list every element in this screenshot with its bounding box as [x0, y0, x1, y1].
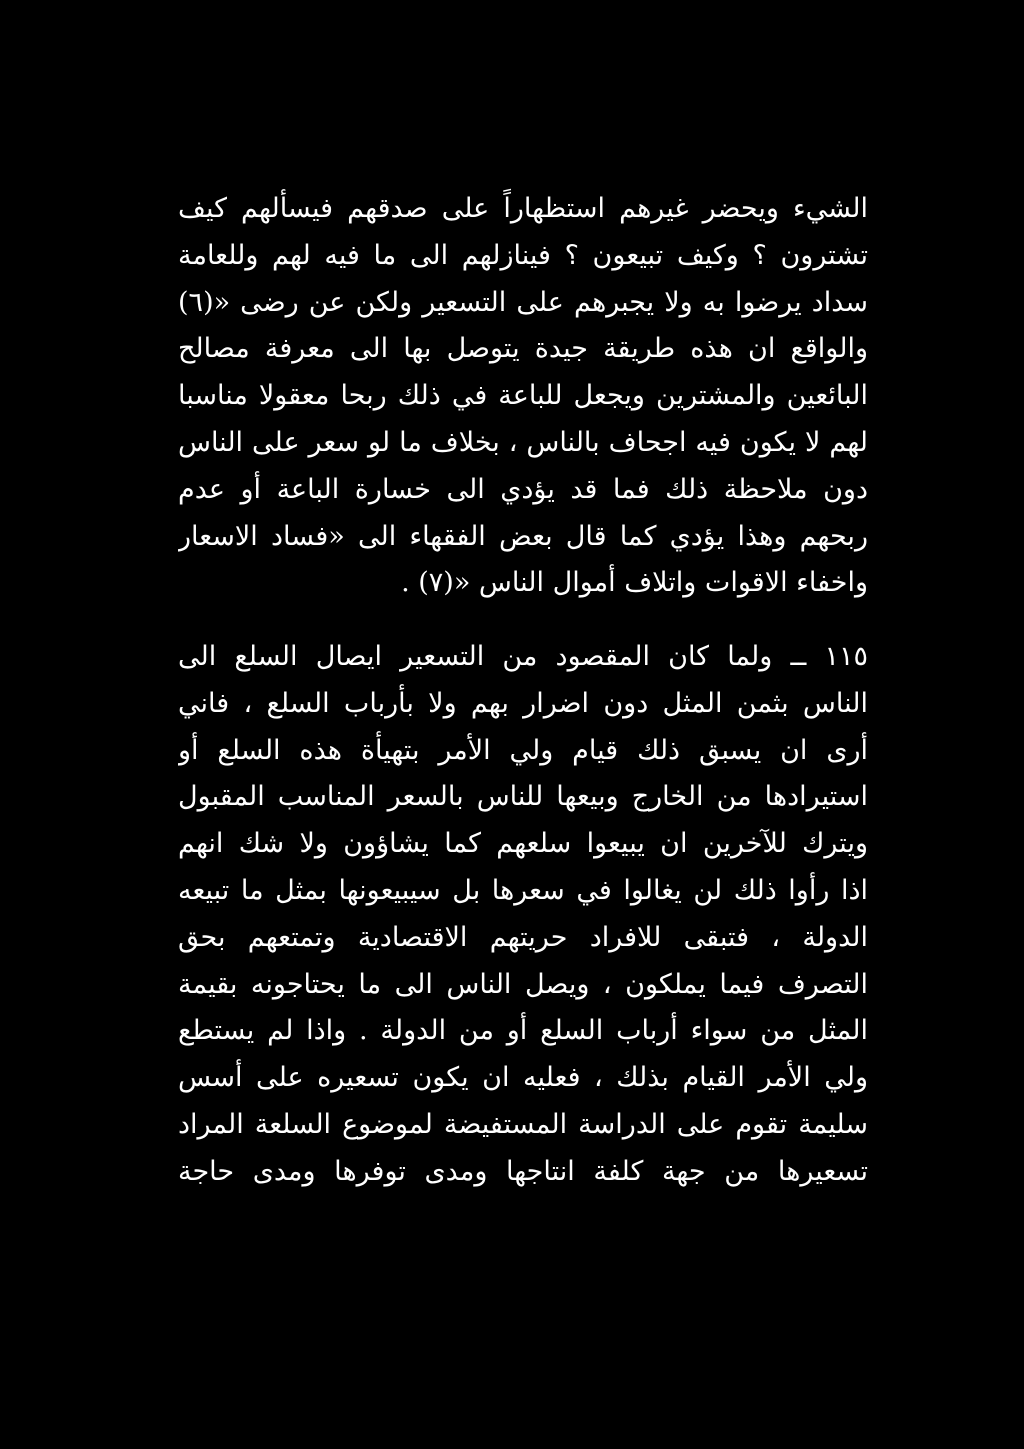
- text-line: واخفاء الاقوات واتلاف أموال الناس «(٧) .: [401, 567, 868, 599]
- text-line: سليمة تقوم على الدراسة المستفيضة لموضوع السلعة المراد: [178, 1108, 868, 1140]
- text-line: سداد يرضوا به ولا يجبرهم على التسعير ولكن عن رضى «(٦): [178, 286, 868, 318]
- text-line: تشترون ؟ وكيف تبيعون ؟ فينازلهم الى ما فيه لهم وللعامة: [178, 239, 868, 271]
- text-line: البائعين والمشترين ويجعل للباعة في ذلك ربحا معقولا مناسبا: [178, 380, 868, 412]
- text-line: والواقع ان هذه طريقة جيدة يتوصل بها الى معرفة مصالح: [178, 333, 868, 365]
- text-line: الشيء ويحضر غيرهم استظهاراً على صدقهم فيسألهم كيف: [178, 193, 868, 224]
- text-line: المثل من سواء أرباب السلع أو من الدولة . واذا لم يستطع: [178, 1015, 868, 1047]
- text-line: اذا رأوا ذلك لن يغالوا في سعرها بل سيبيعونها بمثل ما تبيعه: [178, 874, 868, 906]
- paragraph-2: [178, 634, 868, 1196]
- text-line: ١١٥ ــ ولما كان المقصود من التسعير ايصال السلع الى: [178, 641, 868, 672]
- text-line: استيرادها من الخارج وبيعها للناس بالسعر المناسب المقبول: [178, 781, 868, 813]
- text-line: ربحهم وهذا يؤدي كما قال بعض الفقهاء الى «فساد الاسعار: [178, 520, 868, 552]
- text-line: ويترك للآخرين ان يبيعوا سلعهم كما يشاؤون ولا شك انهم: [178, 828, 868, 860]
- text-line: دون ملاحظة ذلك فما قد يؤدي الى خسارة الباعة أو عدم: [178, 473, 868, 505]
- paragraph-1: [178, 186, 868, 607]
- text-line: التصرف فيما يملكون ، ويصل الناس الى ما يحتاجونه بقيمة: [178, 968, 868, 1000]
- text-line: ولي الأمر القيام بذلك ، فعليه ان يكون تسعيره على أسس: [178, 1062, 868, 1094]
- text-line: أرى ان يسبق ذلك قيام ولي الأمر بتهيأة هذه السلع أو: [178, 734, 868, 766]
- text-line: لهم لا يكون فيه اجحاف بالناس ، بخلاف ما لو سعر على الناس: [178, 426, 868, 458]
- text-line: تسعيرها من جهة كلفة انتاجها ومدى توفرها ومدى حاجة: [178, 1155, 868, 1187]
- text-line: الدولة ، فتبقى للافراد حريتهم الاقتصادية وتمتعهم بحق: [178, 921, 868, 953]
- text-line: الناس بثمن المثل دون اضرار بهم ولا بأرباب السلع ، فاني: [178, 687, 868, 719]
